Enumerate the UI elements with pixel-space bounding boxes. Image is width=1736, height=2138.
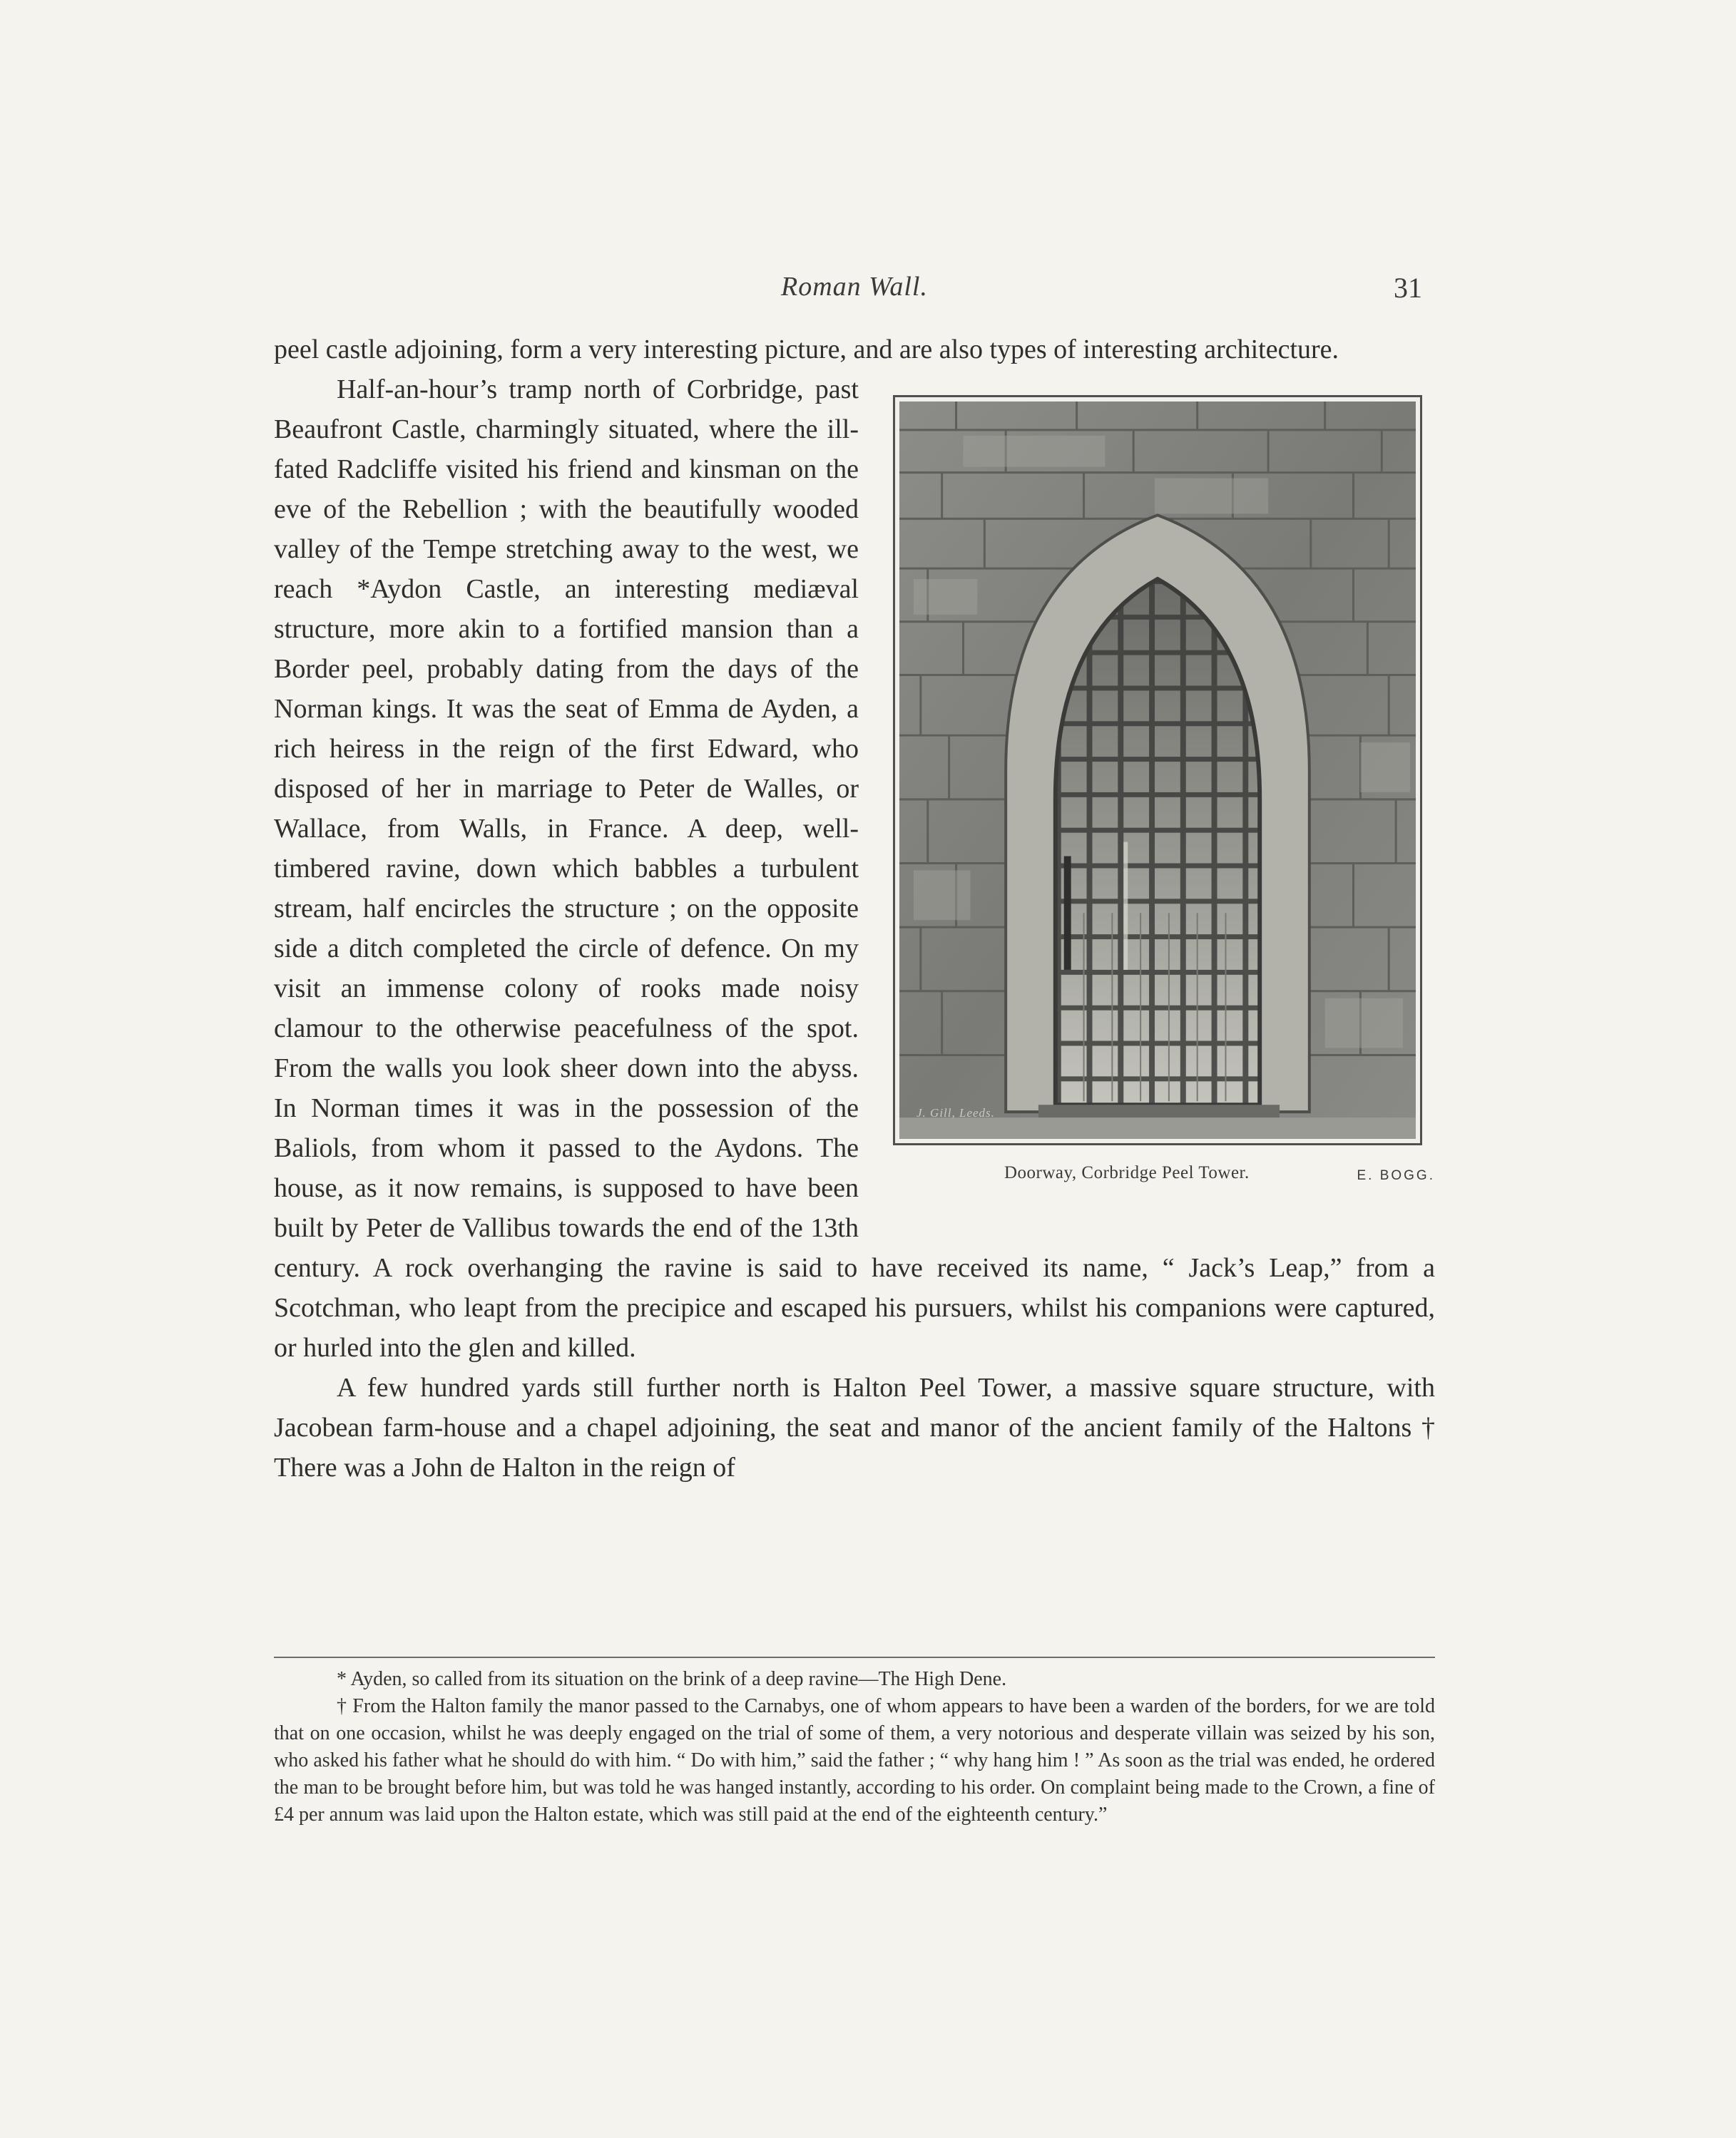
footnote-2: † From the Halton family the manor passed to the Carnabys, one of whom appears to have been a warden of the borders, for we are told that on one occasion, whilst he was deeply engaged on the trial of some of them, a very notorious and desperate villain was seized by his son, who asked his father what he should do with him. “ Do with him,” said the father ; “ why hang him ! ” As soon as the trial was ended, he ordered the man to be brought before him, but was told he was hanged instantly, according to his order. On complaint being made to the Crown, a fine of £4 per annum was laid upon the Halton estate, which was still paid at the end of the eighteenth century.” (274, 1695, 1435, 1826)
paragraph-3: A few hundred yards still further north is Halton Peel Tower, a massive square structure, with Jacobean farm-house and a chapel adjoining, the seat and manor of the ancient family of the Haltons † There was a John de Halton in the reign of (274, 1373, 1435, 1483)
paragraph-1: peel castle adjoining, form a very interesting picture, and are also types of interesting architecture. (274, 334, 1339, 364)
body-text (274, 329, 1435, 1488)
running-title: Roman Wall. (781, 272, 928, 302)
page-number: 31 (1394, 272, 1422, 304)
paragraph-2: Half-an-hour’s tramp north of Corbridge, past Beaufront Castle, charmingly situated, where the ill-fated Radcliffe visited his friend and kinsman on the eve of the Rebellion ; with the beautifully wooded valley of the Tempe stretching away to the west, we reach *Aydon Castle, an interesting mediæval structure, more akin to a fortified mansion than a Border peel, probably dating from the days of the Norman kings. It was the seat of Emma de Ayden, a rich heiress in the reign of the first Edward, who disposed of her in marriage to Peter de Walles, or Wallace, from Walls, in France. A deep, well-timbered ravine, down which babbles a turbulent stream, half encircles the structure ; on the opposite side a ditch completed the circle of defence. On my visit an immense colony of rooks made noisy clamour to the otherwise peacefulness of the spot. From the walls you look sheer down into the abyss. In Norman times it was in the possession of the Baliols, from whom it passed to the Aydons. The house, as it now remains, is supposed to have been built by Peter de Vallibus towards the end of the 13th century. A rock overhanging the ravine is said to have received its name, “ Jack’s Leap,” from a Scotchman, who leapt from the precipice and escaped his pursuers, whilst his companions were captured, or hurled into the glen and killed. (274, 374, 1435, 1363)
footnote-1: * Ayden, so called from its situation on the brink of a deep ravine—The High Dene. (337, 1668, 1007, 1690)
running-head (274, 271, 1435, 321)
footnote-rule (274, 1657, 1435, 1658)
doorway-photo (899, 401, 1416, 1139)
figure (893, 377, 1435, 1225)
engraver-mark: J. Gill, Leeds. (916, 1106, 995, 1120)
footnotes (274, 1666, 1435, 1828)
caption-credit: E. BOGG. (1357, 1168, 1435, 1183)
caption-text: Doorway, Corbridge Peel Tower. (1004, 1163, 1250, 1182)
photo-plate (893, 395, 1422, 1145)
